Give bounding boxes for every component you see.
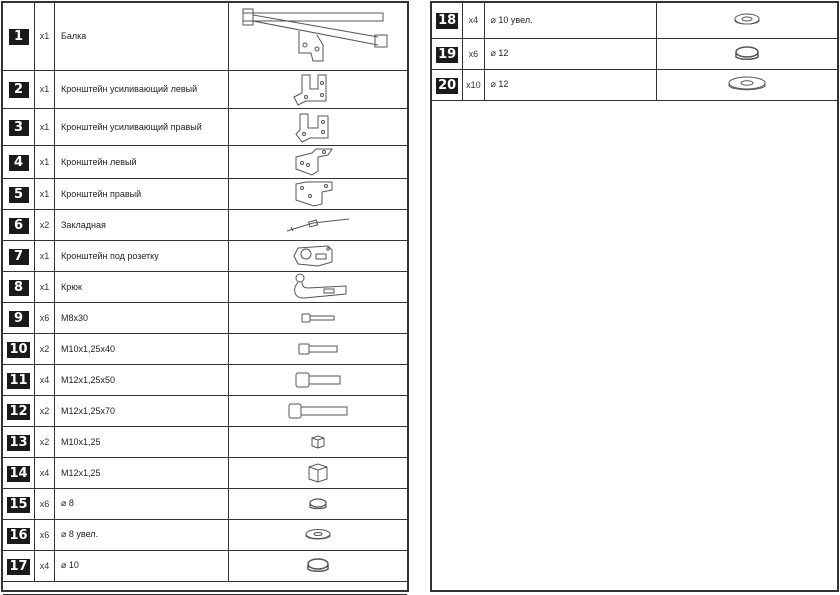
part-quantity: x10 (463, 69, 484, 100)
right-bracket-icon (288, 180, 348, 208)
part-name: ⌀ 10 (55, 550, 229, 581)
part-number: 5 (9, 187, 29, 203)
part-name: M8x30 (55, 302, 229, 333)
parts-list-right (430, 1, 839, 592)
embedded-part-icon (283, 215, 353, 235)
part-number: 15 (9, 496, 28, 512)
part-name: ⌀ 12 (484, 69, 657, 100)
part-name: ⌀ 12 (484, 38, 657, 69)
table-row (3, 519, 407, 550)
bolt-m12x50-icon (292, 370, 344, 390)
part-number: 13 (9, 434, 28, 450)
socket-bracket-icon (288, 242, 348, 270)
bolt-m10-icon (295, 341, 341, 357)
table-row (432, 38, 837, 69)
table-row (432, 3, 837, 38)
table-row (3, 302, 407, 333)
right-reinforcing-bracket-icon (288, 110, 348, 144)
part-number: 2 (9, 82, 29, 98)
part-number: 16 (9, 527, 28, 543)
table-row (3, 209, 407, 240)
table-row (3, 488, 407, 519)
part-quantity: x4 (35, 550, 55, 581)
part-quantity: x1 (35, 3, 55, 70)
part-quantity: x4 (463, 3, 484, 38)
part-quantity: x2 (35, 333, 55, 364)
spring-washer-8-icon (306, 496, 330, 512)
part-quantity: x2 (35, 209, 55, 240)
spring-washer-10-icon (303, 557, 333, 575)
part-number: 7 (9, 249, 29, 265)
part-number: 11 (9, 372, 28, 388)
flat-washer-8-icon (303, 528, 333, 542)
table-row (3, 145, 407, 178)
table-row (3, 550, 407, 581)
part-name: Кронштейн под розетку (55, 240, 229, 271)
table-row (3, 426, 407, 457)
part-quantity: x1 (35, 271, 55, 302)
table-row (3, 240, 407, 271)
part-name: M10x1,25 (55, 426, 229, 457)
part-number: 4 (9, 155, 29, 171)
part-name: Кронштейн левый (55, 145, 229, 178)
bolt-m12x70-icon (285, 401, 351, 421)
part-number: 10 (9, 341, 28, 357)
part-number: 19 (438, 46, 457, 62)
part-quantity: x4 (35, 364, 55, 395)
flat-washer-10-icon (732, 12, 762, 28)
part-name: Балка (55, 3, 229, 70)
part-quantity: x6 (35, 519, 55, 550)
table-row (3, 70, 407, 108)
part-name: Кронштейн усиливающий правый (55, 108, 229, 145)
part-quantity: x1 (35, 108, 55, 145)
part-name: ⌀ 8 (55, 488, 229, 519)
part-quantity: x1 (35, 240, 55, 271)
part-quantity: x2 (35, 426, 55, 457)
part-quantity: x1 (35, 70, 55, 108)
part-number: 12 (9, 403, 28, 419)
part-quantity: x1 (35, 145, 55, 178)
part-number: 14 (9, 465, 28, 481)
part-number: 6 (9, 218, 29, 234)
left-bracket-icon (288, 147, 348, 177)
part-quantity: x6 (35, 488, 55, 519)
part-quantity: x4 (35, 457, 55, 488)
part-name: ⌀ 8 увел. (55, 519, 229, 550)
part-name: Кронштейн правый (55, 178, 229, 209)
tow-hook-icon (278, 272, 358, 302)
table-row (3, 457, 407, 488)
table-row (3, 364, 407, 395)
part-number: 20 (438, 77, 457, 93)
part-name: M12x1,25x70 (55, 395, 229, 426)
part-name: M10x1,25x40 (55, 333, 229, 364)
left-reinforcing-bracket-icon (288, 71, 348, 107)
part-number: 1 (9, 29, 29, 45)
table-row (3, 178, 407, 209)
part-name: Кронштейн усиливающий левый (55, 70, 229, 108)
nut-m10-icon (308, 434, 328, 450)
table-row (432, 69, 837, 100)
parts-list-left (1, 1, 409, 592)
part-number: 17 (9, 558, 28, 574)
table-row (3, 271, 407, 302)
part-name: Крюк (55, 271, 229, 302)
part-name: M12x1,25x50 (55, 364, 229, 395)
part-number: 18 (438, 13, 457, 29)
spring-washer-12-icon (731, 45, 763, 63)
part-quantity: x6 (463, 38, 484, 69)
flat-washer-12-icon (725, 75, 769, 95)
part-number: 9 (9, 311, 29, 327)
part-number: 8 (9, 280, 29, 296)
part-name: Закладная (55, 209, 229, 240)
part-quantity: x2 (35, 395, 55, 426)
part-number: 3 (9, 120, 29, 136)
part-quantity: x1 (35, 178, 55, 209)
table-row (3, 395, 407, 426)
bolt-m8-icon (298, 311, 338, 325)
table-row (3, 108, 407, 145)
table-row (3, 3, 407, 70)
table-row-empty (3, 581, 407, 594)
part-name: M12x1,25 (55, 457, 229, 488)
parts-table-left (3, 3, 407, 595)
part-name: ⌀ 10 увел. (484, 3, 657, 38)
parts-table-right (432, 3, 837, 101)
table-row (3, 333, 407, 364)
tow-bar-beam-icon (233, 5, 403, 67)
part-quantity: x6 (35, 302, 55, 333)
nut-m12-icon (306, 462, 330, 484)
